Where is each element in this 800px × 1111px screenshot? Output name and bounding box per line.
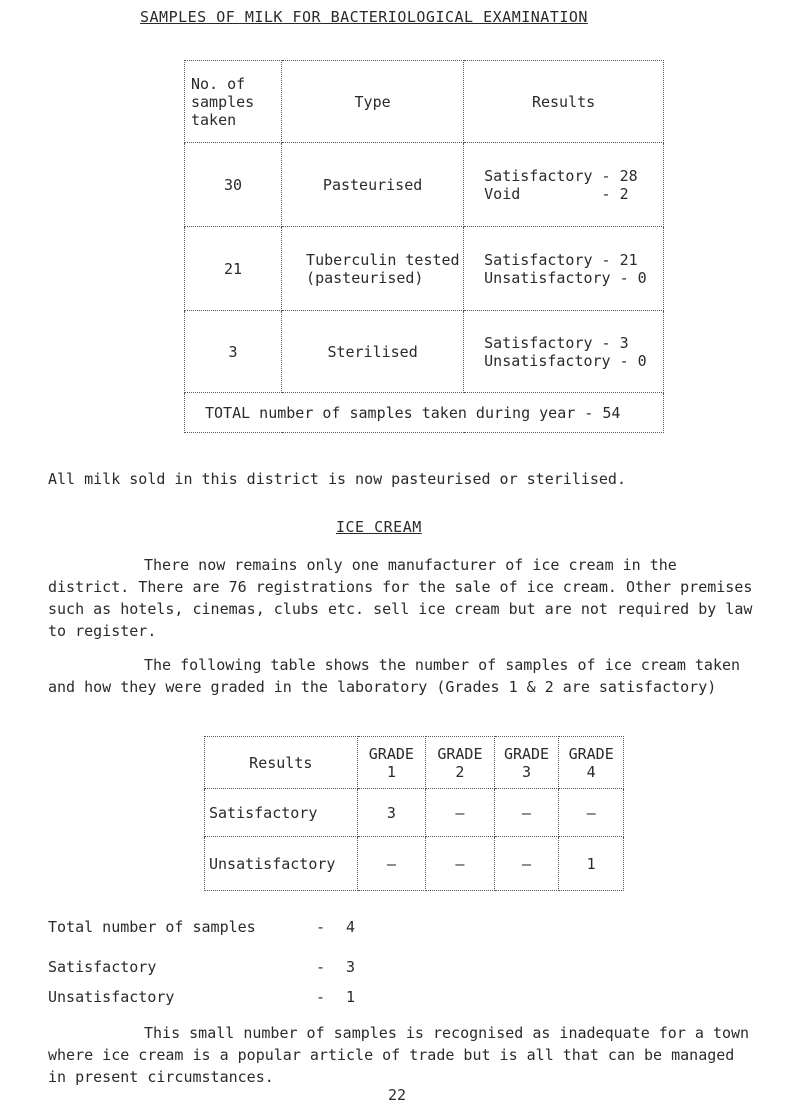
grades-header-row [205, 737, 624, 789]
grade-value: – [426, 837, 495, 891]
page-title: SAMPLES OF MILK FOR BACTERIOLOGICAL EXAMINATION [140, 8, 588, 26]
summary-value: 1 [346, 988, 356, 1006]
milk-total-row [185, 393, 664, 433]
results-header: Results [205, 737, 358, 789]
row-label: Unsatisfactory [205, 837, 358, 891]
samples-header [185, 61, 282, 143]
summary-label: Unsatisfactory [48, 988, 175, 1006]
milk-table-row [185, 311, 664, 393]
type-header: Type [282, 61, 464, 143]
grades-row [205, 837, 624, 891]
samples-header-line: taken [191, 110, 237, 129]
summary-label: Total number of samples [48, 918, 256, 936]
result-line: Satisfactory - 3 [484, 333, 629, 352]
grade-value: – [494, 837, 559, 891]
summary-label: Satisfactory [48, 958, 157, 976]
result-line: Satisfactory - 28 [484, 166, 638, 185]
grade-number: 2 [455, 762, 465, 781]
grade-number: 1 [386, 762, 396, 781]
milk-statement: All milk sold in this district is now pasteurised or sterilised. [48, 470, 626, 488]
milk-results [464, 311, 664, 393]
result-line: Unsatisfactory - 0 [484, 268, 647, 287]
samples-count: 30 [185, 143, 282, 227]
summary-satisfactory [48, 958, 156, 976]
milk-type: Sterilised [282, 311, 464, 393]
results-header: Results [464, 61, 664, 143]
ice-cream-paragraph: There now remains only one manufacturer of ice cream in the district. There are 76 registrations for the sale of ice cream. Other premises such as hotels, cinemas, clubs etc. sell ice cream but are not required by law to register. [48, 556, 753, 640]
grade-header [426, 737, 495, 789]
grade-header [357, 737, 426, 789]
samples-count: 21 [185, 227, 282, 311]
row-label: Satisfactory [205, 789, 358, 837]
summary-unsatisfactory [48, 988, 174, 1006]
samples-count: 3 [185, 311, 282, 393]
grade-header [559, 737, 624, 789]
ice-cream-title: ICE CREAM [336, 518, 422, 536]
summary-value: 3 [346, 958, 356, 976]
milk-samples-table [184, 60, 664, 433]
samples-header-line: No. of [191, 74, 246, 93]
milk-total: TOTAL number of samples taken during year - 54 [185, 393, 664, 433]
grade-value: 3 [357, 789, 426, 837]
summary-dash: - [316, 988, 326, 1006]
ice-cream-conclusion: This small number of samples is recognised as inadequate for a town where ice cream is a popular article of trade but is all that can be managed in present circumstances. [48, 1024, 750, 1086]
grade-label: GRADE [368, 744, 414, 763]
ice-cream-grades-table [204, 736, 624, 891]
milk-results [464, 143, 664, 227]
grade-value: – [559, 789, 624, 837]
grade-value: 1 [559, 837, 624, 891]
grade-header [494, 737, 559, 789]
grade-value: – [426, 789, 495, 837]
grade-number: 4 [586, 762, 596, 781]
result-line: Void - 2 [484, 184, 629, 203]
grade-number: 3 [522, 762, 532, 781]
milk-type-line: (pasteurised) [306, 268, 424, 287]
grade-label: GRADE [568, 744, 614, 763]
summary-total [48, 918, 256, 936]
grade-label: GRADE [437, 744, 483, 763]
result-line: Unsatisfactory - 0 [484, 351, 647, 370]
grades-row [205, 789, 624, 837]
samples-header-line: samples [191, 92, 255, 111]
summary-dash: - [316, 958, 326, 976]
milk-table-row [185, 143, 664, 227]
milk-table-row [185, 227, 664, 311]
ice-cream-paragraph: The following table shows the number of samples of ice cream taken and how they were graded in the laboratory (Grades 1 & 2 are satisfactory) [48, 656, 741, 696]
grade-label: GRADE [503, 744, 550, 763]
grade-value: – [357, 837, 426, 891]
result-line: Satisfactory - 21 [484, 250, 638, 269]
milk-type [282, 227, 464, 311]
summary-dash: - [316, 918, 326, 936]
summary-value: 4 [346, 918, 356, 936]
milk-type-line: Tuberculin tested [306, 250, 460, 269]
milk-table-header-row [185, 61, 664, 143]
milk-results [464, 227, 664, 311]
grade-value: – [494, 789, 559, 837]
milk-type: Pasteurised [282, 143, 464, 227]
page-number: 22 [388, 1086, 407, 1104]
